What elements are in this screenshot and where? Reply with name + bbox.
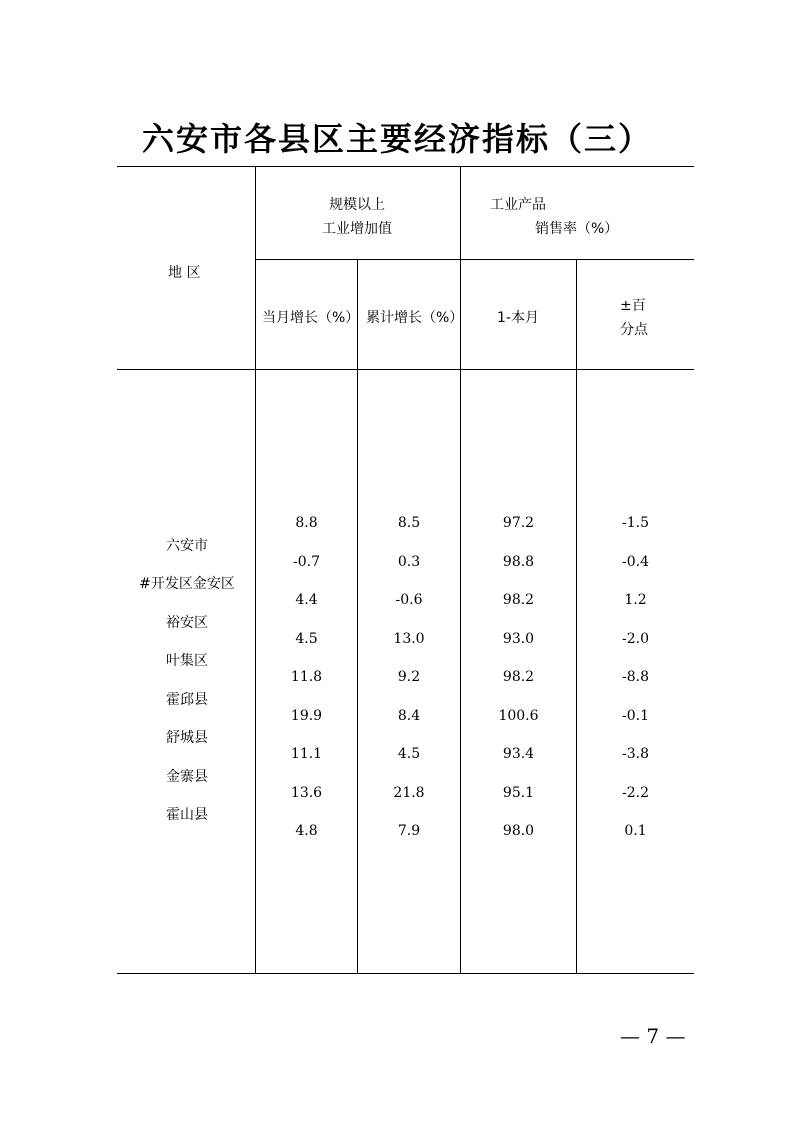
region-name: 霍山县 (166, 807, 208, 823)
cell-sales-rate: 93.0 (502, 631, 535, 647)
cell-cumulative-growth: 9.2 (397, 669, 421, 685)
header-col1: 当月增长（%） (262, 310, 360, 326)
cell-pct-point: -0.4 (622, 554, 649, 570)
region-name: 叶集区 (166, 653, 208, 669)
cell-monthly-growth: 4.8 (295, 823, 318, 839)
table-top-border (117, 166, 694, 167)
cell-pct-point: -2.0 (622, 631, 649, 647)
region-name: 金寨县 (166, 769, 208, 785)
header-col4-line1: ±百 (620, 298, 646, 314)
col-divider-region (255, 166, 256, 974)
cell-pct-point: -3.8 (622, 746, 649, 762)
cell-cumulative-growth: 21.8 (393, 785, 425, 801)
col-divider-1 (357, 259, 358, 974)
page-number: — 7 — (620, 1024, 686, 1048)
header-bottom-border (117, 369, 694, 370)
cell-pct-point: -2.2 (622, 785, 649, 801)
cell-cumulative-growth: 13.0 (393, 631, 425, 647)
cell-cumulative-growth: 8.4 (397, 708, 421, 724)
header-region: 地 区 (168, 265, 201, 281)
header-group1-line2: 工业增加值 (322, 221, 392, 237)
cell-monthly-growth: 8.8 (295, 515, 318, 531)
header-col2: 累计增长（%） (366, 310, 464, 326)
cell-cumulative-growth: -0.6 (395, 592, 423, 608)
cell-pct-point: 0.1 (624, 823, 647, 839)
region-name: 舒城县 (166, 730, 208, 746)
cell-monthly-growth: 13.6 (290, 785, 323, 801)
col-divider-3 (576, 259, 577, 974)
cell-cumulative-growth: 8.5 (397, 515, 421, 531)
cell-sales-rate: 98.0 (502, 823, 535, 839)
header-group-divider (256, 259, 694, 260)
col-divider-group (460, 166, 461, 974)
cell-pct-point: -1.5 (622, 515, 649, 531)
header-group2-line2: 销售率（%） (535, 221, 619, 237)
cell-cumulative-growth: 4.5 (397, 746, 421, 762)
header-col4-line2: 分点 (620, 322, 648, 338)
cell-cumulative-growth: 0.3 (397, 554, 421, 570)
region-name: 六安市 (166, 538, 208, 554)
header-group1-line1: 规模以上 (329, 197, 385, 213)
cell-sales-rate: 97.2 (502, 515, 535, 531)
region-name: #开发区金安区 (139, 576, 235, 592)
cell-monthly-growth: 4.4 (295, 592, 318, 608)
cell-monthly-growth: 19.9 (290, 708, 323, 724)
cell-monthly-growth: 11.8 (290, 669, 323, 685)
header-col3: 1-本月 (497, 310, 539, 326)
cell-sales-rate: 98.2 (502, 669, 535, 685)
table-bottom-border (117, 973, 694, 974)
cell-monthly-growth: 11.1 (290, 746, 323, 762)
cell-pct-point: 1.2 (624, 592, 647, 608)
cell-sales-rate: 98.8 (502, 554, 535, 570)
cell-sales-rate: 93.4 (502, 746, 535, 762)
region-name: 裕安区 (166, 615, 208, 631)
cell-sales-rate: 100.6 (498, 708, 539, 724)
cell-cumulative-growth: 7.9 (397, 823, 421, 839)
cell-monthly-growth: 4.5 (295, 631, 318, 647)
cell-sales-rate: 95.1 (502, 785, 535, 801)
cell-sales-rate: 98.2 (502, 592, 535, 608)
cell-pct-point: -0.1 (622, 708, 649, 724)
header-group2-line1: 工业产品 (490, 197, 546, 213)
region-name: 霍邱县 (166, 692, 208, 708)
cell-pct-point: -8.8 (622, 669, 649, 685)
cell-monthly-growth: -0.7 (293, 554, 320, 570)
page-title: 六安市各县区主要经济指标（三） (141, 120, 652, 158)
